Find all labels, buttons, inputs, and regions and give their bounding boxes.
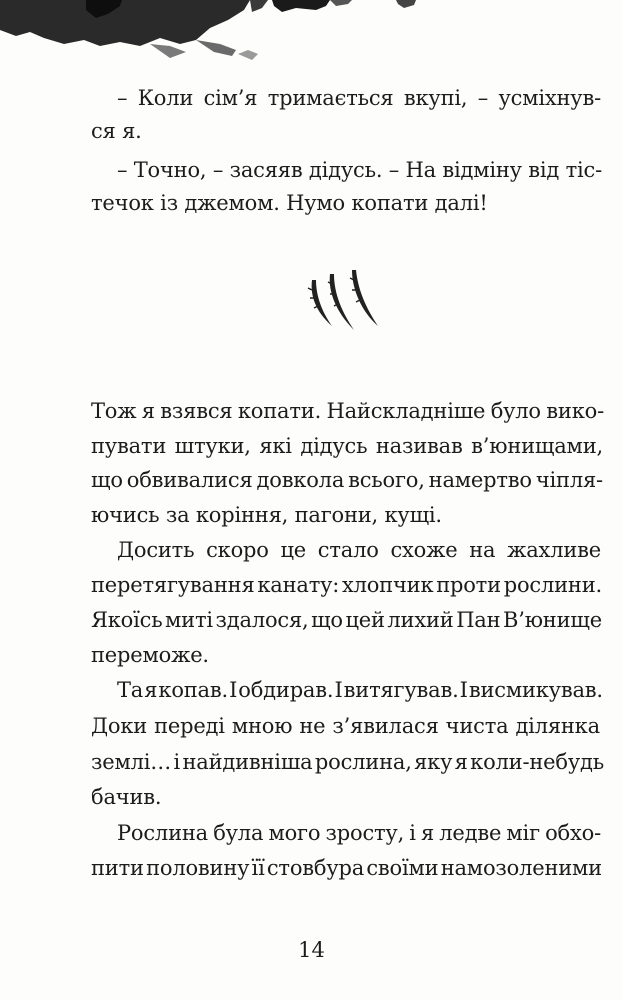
word: Та (117, 678, 144, 702)
word: Точно, (133, 158, 207, 182)
word: чіпля- (535, 468, 603, 492)
word: дідусь. (308, 158, 383, 182)
word: витягував. (343, 678, 459, 702)
word: пувати (91, 434, 167, 458)
word: І (334, 678, 343, 702)
text-line-8: ючись за коріння, пагони, кущі. (91, 503, 442, 527)
word: відміну (442, 158, 522, 182)
word: – (388, 158, 400, 182)
word: жахливе (507, 538, 601, 562)
word: Тож (91, 399, 137, 423)
word: пити (91, 856, 144, 880)
word: Пан (456, 608, 501, 632)
word: своїми (366, 856, 439, 880)
word: довкола (256, 468, 345, 492)
word: здалося, (215, 608, 309, 632)
word: Доки (91, 714, 148, 738)
word: схоже (390, 538, 458, 562)
word: перетягування (91, 573, 255, 597)
word: засяяв (229, 158, 303, 182)
word: намертво (428, 468, 532, 492)
word: мною (231, 714, 293, 738)
word: половину (146, 856, 250, 880)
word: сім’я (203, 86, 258, 110)
top-ink-illustration (0, 0, 623, 62)
word: не (299, 714, 326, 738)
word: рослина, (314, 750, 412, 774)
text-line-7 (91, 465, 603, 495)
word: її (251, 856, 265, 880)
word: висмикував. (468, 678, 603, 702)
word: я (421, 821, 435, 845)
word: обхо- (545, 821, 601, 845)
word: миті (165, 608, 213, 632)
word: скоро (206, 538, 269, 562)
word: стовбура (266, 856, 365, 880)
word: і (409, 821, 416, 845)
word: вико- (546, 399, 604, 423)
word: Якоїсь (91, 608, 163, 632)
claw-marks-divider (300, 268, 384, 340)
text-line-4: течок із джемом. Нумо копати далі! (91, 191, 488, 215)
word: На (405, 158, 436, 182)
word: що (311, 608, 343, 632)
text-line-5 (91, 396, 604, 426)
word: – (117, 86, 128, 110)
text-line-13 (117, 675, 603, 705)
word: і (173, 750, 181, 774)
word: вкупі, (403, 86, 468, 110)
text-line-1 (117, 83, 601, 113)
word: рослини. (503, 573, 602, 597)
word: І (229, 678, 238, 702)
word: Рослина (117, 821, 208, 845)
word: була (213, 821, 264, 845)
word: мого (268, 821, 321, 845)
word: це (280, 538, 307, 562)
text-line-11 (91, 605, 602, 635)
word: Найскладніше (326, 399, 486, 423)
word: тіс- (565, 158, 602, 182)
word: я (141, 399, 155, 423)
text-line-16: бачив. (91, 785, 162, 809)
word: ділянка (515, 714, 600, 738)
word: взявся (160, 399, 233, 423)
word: копав. (158, 678, 228, 702)
word: зросту, (325, 821, 405, 845)
word: з’явилася (332, 714, 439, 738)
text-line-2: ся я. (91, 119, 142, 143)
word: в’юнищами, (471, 434, 603, 458)
word: цей (345, 608, 385, 632)
word: Коли (137, 86, 194, 110)
word: хлопчик (341, 573, 434, 597)
word: В’юнище (503, 608, 602, 632)
word: обдирав. (238, 678, 334, 702)
text-line-17 (117, 818, 601, 848)
word: проти (436, 573, 501, 597)
word: на (469, 538, 496, 562)
word: найдивніша (182, 750, 313, 774)
word: було (490, 399, 541, 423)
word: копати. (237, 399, 322, 423)
word: стало (317, 538, 379, 562)
word: чиста (445, 714, 509, 738)
word: лихий (387, 608, 454, 632)
word: усміхнув- (498, 86, 601, 110)
word: переді (154, 714, 225, 738)
word: дідусь (300, 434, 368, 458)
word: землі… (91, 750, 172, 774)
text-line-10 (91, 570, 602, 600)
text-line-12: переможе. (91, 643, 209, 667)
word: всього, (348, 468, 425, 492)
word: – (117, 158, 128, 182)
text-line-6 (91, 431, 603, 461)
word: що (91, 468, 123, 492)
word: які (259, 434, 292, 458)
word: тримається (267, 86, 394, 110)
text-line-14 (91, 711, 600, 741)
word: міг (506, 821, 540, 845)
word: – (212, 158, 224, 182)
word: від (528, 158, 560, 182)
word: намозоленими (440, 856, 602, 880)
word: я (144, 678, 158, 702)
word: яку (414, 750, 453, 774)
word: я (454, 750, 468, 774)
word: Досить (117, 538, 195, 562)
text-line-15 (91, 747, 604, 777)
word: І (459, 678, 468, 702)
word: обвивалися (126, 468, 253, 492)
text-line-18 (91, 853, 602, 883)
word: штуки, (174, 434, 251, 458)
text-line-9 (117, 535, 601, 565)
word: канату: (257, 573, 340, 597)
word: коли-небудь (470, 750, 604, 774)
word: – (477, 86, 489, 110)
word: називав (375, 434, 463, 458)
text-line-3 (117, 155, 602, 185)
page-number: 14 (298, 938, 325, 962)
word: ледве (439, 821, 502, 845)
